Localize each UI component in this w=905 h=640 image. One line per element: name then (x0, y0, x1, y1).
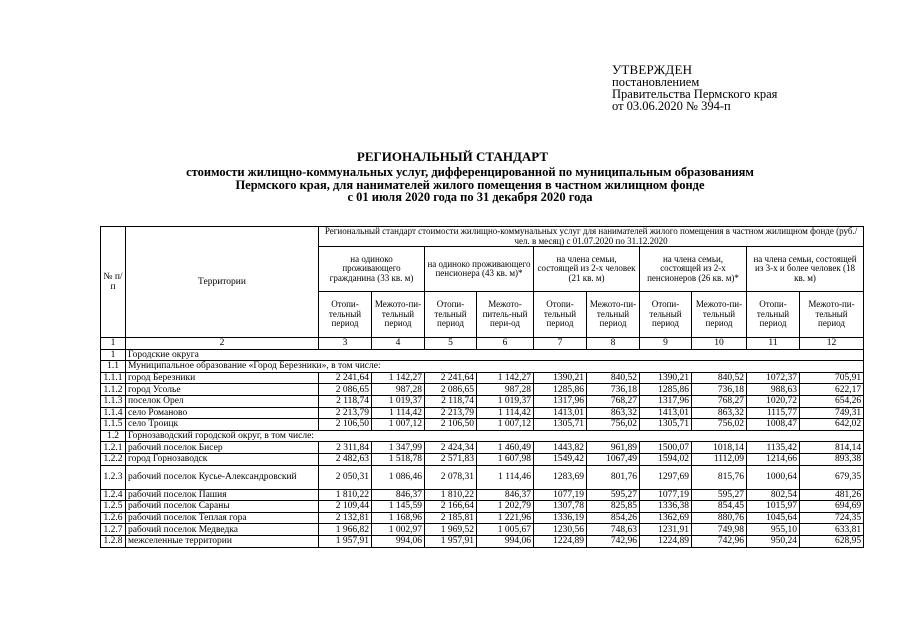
territory-name: рабочий поселок Медведка (126, 524, 319, 536)
value-cell: 481,26 (800, 489, 864, 501)
value-cell: 1230,56 (534, 524, 587, 536)
value-cell: 1 005,67 (477, 524, 534, 536)
value-cell: 994,06 (372, 535, 425, 547)
value-cell: 1018,14 (692, 442, 747, 454)
section-title: Горнозаводский городской округ, в том числе: (126, 430, 864, 442)
column-index-cell: 9 (640, 338, 692, 350)
value-cell: 736,18 (692, 384, 747, 396)
table-row (101, 384, 864, 396)
value-cell: 801,76 (587, 465, 640, 489)
value-cell: 2 213,79 (425, 407, 477, 419)
row-number: 1.2.7 (101, 524, 126, 536)
value-cell: 1 957,91 (425, 535, 477, 547)
value-cell: 1072,37 (747, 372, 800, 384)
approval-line: от 03.06.2020 № 394-п (612, 99, 731, 113)
value-cell: 595,27 (587, 489, 640, 501)
value-cell: 742,96 (692, 535, 747, 547)
document-subtitle (120, 166, 820, 204)
value-cell: 2 241,64 (319, 372, 372, 384)
column-index-cell: 3 (319, 338, 372, 350)
row-number: 1.2.3 (101, 465, 126, 489)
value-cell: 1443,82 (534, 442, 587, 454)
approval-block (612, 64, 777, 112)
value-cell: 863,32 (587, 407, 640, 419)
value-cell: 1317,96 (534, 395, 587, 407)
value-cell: 1413,01 (640, 407, 692, 419)
group-header: Региональный стандарт стоимости жилищно-коммунальных услуг для нанимателей жилого помещения в частном жилищном фонде (руб./чел. в месяц) с 01.07.2020 по 31.12.2020 (319, 227, 864, 247)
period-header: Межото-пи-тельный период (587, 292, 640, 338)
value-cell: 642,02 (800, 419, 864, 431)
column-index-row (101, 338, 864, 350)
value-cell: 2 185,81 (425, 512, 477, 524)
value-cell: 2 424,34 (425, 442, 477, 454)
value-cell: 1336,38 (640, 501, 692, 513)
value-cell: 2 106,50 (319, 419, 372, 431)
value-cell: 1 607,98 (477, 453, 534, 465)
value-cell: 1 168,96 (372, 512, 425, 524)
row-number: 1 (101, 349, 126, 361)
value-cell: 1008,47 (747, 419, 800, 431)
value-cell: 1 019,37 (477, 395, 534, 407)
subtitle-line: Пермского края, для нанимателей жилого помещения в частном жилищном фонде (235, 177, 705, 192)
value-cell: 628,95 (800, 535, 864, 547)
column-index-cell: 8 (587, 338, 640, 350)
column-header-territory: Территории (126, 227, 319, 338)
value-cell: 2 086,65 (425, 384, 477, 396)
value-cell: 1 114,46 (477, 465, 534, 489)
value-cell: 748,63 (587, 524, 640, 536)
value-cell: 1224,89 (534, 535, 587, 547)
value-cell: 654,26 (800, 395, 864, 407)
value-cell: 2 571,83 (425, 453, 477, 465)
value-cell: 2 241,64 (425, 372, 477, 384)
territory-name: город Горнозаводск (126, 453, 319, 465)
category-header: на члена семьи, состоящей из 2-х человек (21 кв. м) (534, 247, 640, 292)
period-header: Отопи-тельный период (425, 292, 477, 338)
value-cell: 1 002,97 (372, 524, 425, 536)
section-title: Городские округа (126, 349, 864, 361)
value-cell: 893,38 (800, 453, 864, 465)
value-cell: 987,28 (477, 384, 534, 396)
value-cell: 2 050,31 (319, 465, 372, 489)
category-header: на одиноко проживающего пенсионера (43 кв. м)* (425, 247, 534, 292)
table-row (101, 407, 864, 419)
value-cell: 825,85 (587, 501, 640, 513)
territory-name: межселенные территории (126, 535, 319, 547)
value-cell: 1 347,99 (372, 442, 425, 454)
value-cell: 2 482,63 (319, 453, 372, 465)
value-cell: 2 213,79 (319, 407, 372, 419)
value-cell: 1 086,46 (372, 465, 425, 489)
subtitle-line: с 01 июля 2020 года по 31 декабря 2020 года (347, 190, 593, 204)
value-cell: 1 969,52 (425, 524, 477, 536)
section-title: Муниципальное образование «Город Березники», в том числе: (126, 361, 864, 373)
value-cell: 1 966,82 (319, 524, 372, 536)
value-cell: 1549,42 (534, 453, 587, 465)
table-row (101, 535, 864, 547)
row-number: 1.1 (101, 361, 126, 373)
value-cell: 736,18 (587, 384, 640, 396)
table-row (101, 361, 864, 373)
value-cell: 1077,19 (640, 489, 692, 501)
row-number: 1.2 (101, 430, 126, 442)
value-cell: 1285,86 (640, 384, 692, 396)
table-row (101, 465, 864, 489)
table-row (101, 349, 864, 361)
value-cell: 854,45 (692, 501, 747, 513)
column-index-cell: 7 (534, 338, 587, 350)
period-header: Межото-питель-ный пери-од (477, 292, 534, 338)
value-cell: 679,35 (800, 465, 864, 489)
column-index-cell: 2 (126, 338, 319, 350)
value-cell: 854,26 (587, 512, 640, 524)
value-cell: 724,35 (800, 512, 864, 524)
table-row (101, 512, 864, 524)
territory-name: поселок Орел (126, 395, 319, 407)
value-cell: 768,27 (587, 395, 640, 407)
value-cell: 1224,89 (640, 535, 692, 547)
value-cell: 1 007,12 (372, 419, 425, 431)
territory-name: город Березники (126, 372, 319, 384)
value-cell: 2 118,74 (319, 395, 372, 407)
row-number: 1.2.5 (101, 501, 126, 513)
value-cell: 2 086,65 (319, 384, 372, 396)
column-header-number: № п/п (101, 227, 126, 338)
row-number: 1.1.2 (101, 384, 126, 396)
value-cell: 1336,19 (534, 512, 587, 524)
value-cell: 1 114,42 (477, 407, 534, 419)
value-cell: 1067,49 (587, 453, 640, 465)
value-cell: 815,76 (692, 465, 747, 489)
value-cell: 1 221,96 (477, 512, 534, 524)
period-header: Отопи-тельный период (534, 292, 587, 338)
value-cell: 840,52 (692, 372, 747, 384)
territory-name: село Троицк (126, 419, 319, 431)
value-cell: 987,28 (372, 384, 425, 396)
column-index-cell: 1 (101, 338, 126, 350)
table-row (101, 501, 864, 513)
value-cell: 814,14 (800, 442, 864, 454)
value-cell: 1045,64 (747, 512, 800, 524)
row-number: 1.1.5 (101, 419, 126, 431)
value-cell: 1 202,79 (477, 501, 534, 513)
row-number: 1.1.1 (101, 372, 126, 384)
value-cell: 694,69 (800, 501, 864, 513)
value-cell: 749,98 (692, 524, 747, 536)
table-row (101, 430, 864, 442)
value-cell: 768,27 (692, 395, 747, 407)
value-cell: 1594,02 (640, 453, 692, 465)
value-cell: 2 166,64 (425, 501, 477, 513)
period-header: Межото-пи-тельный период (692, 292, 747, 338)
value-cell: 1317,96 (640, 395, 692, 407)
value-cell: 2 106,50 (425, 419, 477, 431)
table-row (101, 372, 864, 384)
column-index-cell: 6 (477, 338, 534, 350)
value-cell: 1500,07 (640, 442, 692, 454)
value-cell: 802,54 (747, 489, 800, 501)
approval-heading: УТВЕРЖДЕН (612, 62, 693, 77)
value-cell: 1307,78 (534, 501, 587, 513)
value-cell: 1 810,22 (319, 489, 372, 501)
value-cell: 705,91 (800, 372, 864, 384)
territory-name: рабочий поселок Бисер (126, 442, 319, 454)
value-cell: 846,37 (372, 489, 425, 501)
period-header: Отопи-тельный период (640, 292, 692, 338)
table-row (101, 442, 864, 454)
value-cell: 1000,64 (747, 465, 800, 489)
row-number: 1.2.1 (101, 442, 126, 454)
value-cell: 950,24 (747, 535, 800, 547)
value-cell: 1362,69 (640, 512, 692, 524)
category-header: на члена семьи, состоящей из 3-х и более человек (18 кв. м) (747, 247, 864, 292)
territory-name: рабочий поселок Кусье-Александровский (126, 465, 319, 489)
value-cell: 1283,69 (534, 465, 587, 489)
value-cell: 1 518,78 (372, 453, 425, 465)
period-header: Отопи-тельный период (319, 292, 372, 338)
value-cell: 1214,66 (747, 453, 800, 465)
value-cell: 1020,72 (747, 395, 800, 407)
value-cell: 880,76 (692, 512, 747, 524)
row-number: 1.1.3 (101, 395, 126, 407)
value-cell: 756,02 (587, 419, 640, 431)
value-cell: 2 132,81 (319, 512, 372, 524)
value-cell: 1305,71 (640, 419, 692, 431)
value-cell: 1077,19 (534, 489, 587, 501)
approval-line: Правительства Пермского края (612, 87, 778, 101)
row-number: 1.1.4 (101, 407, 126, 419)
value-cell: 1112,09 (692, 453, 747, 465)
value-cell: 756,02 (692, 419, 747, 431)
value-cell: 622,17 (800, 384, 864, 396)
period-header: Межото-пи-тельный период (372, 292, 425, 338)
territory-name: рабочий поселок Теплая гора (126, 512, 319, 524)
standard-table (100, 226, 864, 548)
value-cell: 1 957,91 (319, 535, 372, 547)
value-cell: 1015,97 (747, 501, 800, 513)
value-cell: 1 460,49 (477, 442, 534, 454)
column-index-cell: 4 (372, 338, 425, 350)
value-cell: 1 810,22 (425, 489, 477, 501)
territory-name: рабочий поселок Пашия (126, 489, 319, 501)
value-cell: 1 007,12 (477, 419, 534, 431)
category-header: на одиноко проживающего гражданина (33 кв. м) (319, 247, 425, 292)
value-cell: 1285,86 (534, 384, 587, 396)
territory-name: село Романово (126, 407, 319, 419)
value-cell: 846,37 (477, 489, 534, 501)
row-number: 1.2.6 (101, 512, 126, 524)
approval-line: постановлением (612, 75, 700, 89)
value-cell: 2 311,84 (319, 442, 372, 454)
table-row (101, 419, 864, 431)
value-cell: 1 145,59 (372, 501, 425, 513)
table-row (101, 489, 864, 501)
period-header: Межото-пи-тельный период (800, 292, 864, 338)
table-row (101, 453, 864, 465)
value-cell: 1115,77 (747, 407, 800, 419)
value-cell: 1 142,27 (372, 372, 425, 384)
value-cell: 749,31 (800, 407, 864, 419)
value-cell: 2 109,44 (319, 501, 372, 513)
value-cell: 955,10 (747, 524, 800, 536)
column-index-cell: 12 (800, 338, 864, 350)
row-number: 1.2.2 (101, 453, 126, 465)
row-number: 1.2.4 (101, 489, 126, 501)
value-cell: 2 118,74 (425, 395, 477, 407)
value-cell: 595,27 (692, 489, 747, 501)
table-row (101, 524, 864, 536)
value-cell: 988,63 (747, 384, 800, 396)
value-cell: 1390,21 (640, 372, 692, 384)
value-cell: 994,06 (477, 535, 534, 547)
territory-name: рабочий поселок Сараны (126, 501, 319, 513)
value-cell: 1297,69 (640, 465, 692, 489)
column-index-cell: 11 (747, 338, 800, 350)
value-cell: 1 142,27 (477, 372, 534, 384)
value-cell: 1 114,42 (372, 407, 425, 419)
subtitle-line: стоимости жилищно-коммунальных услуг, дифференцированной по муниципальным образованиям (186, 165, 754, 179)
value-cell: 863,32 (692, 407, 747, 419)
category-header: на члена семьи, состоящей из 2-х пенсионеров (26 кв. м)* (640, 247, 747, 292)
value-cell: 1 019,37 (372, 395, 425, 407)
value-cell: 2 078,31 (425, 465, 477, 489)
value-cell: 742,96 (587, 535, 640, 547)
row-number: 1.2.8 (101, 535, 126, 547)
value-cell: 1305,71 (534, 419, 587, 431)
value-cell: 840,52 (587, 372, 640, 384)
value-cell: 1135,42 (747, 442, 800, 454)
column-index-cell: 10 (692, 338, 747, 350)
value-cell: 961,89 (587, 442, 640, 454)
column-index-cell: 5 (425, 338, 477, 350)
value-cell: 633,81 (800, 524, 864, 536)
value-cell: 1413,01 (534, 407, 587, 419)
value-cell: 1390,21 (534, 372, 587, 384)
value-cell: 1231,91 (640, 524, 692, 536)
document-title: РЕГИОНАЛЬНЫЙ СТАНДАРТ (356, 149, 549, 164)
period-header: Отопи-тельный период (747, 292, 800, 338)
territory-name: город Усолье (126, 384, 319, 396)
table-row (101, 395, 864, 407)
